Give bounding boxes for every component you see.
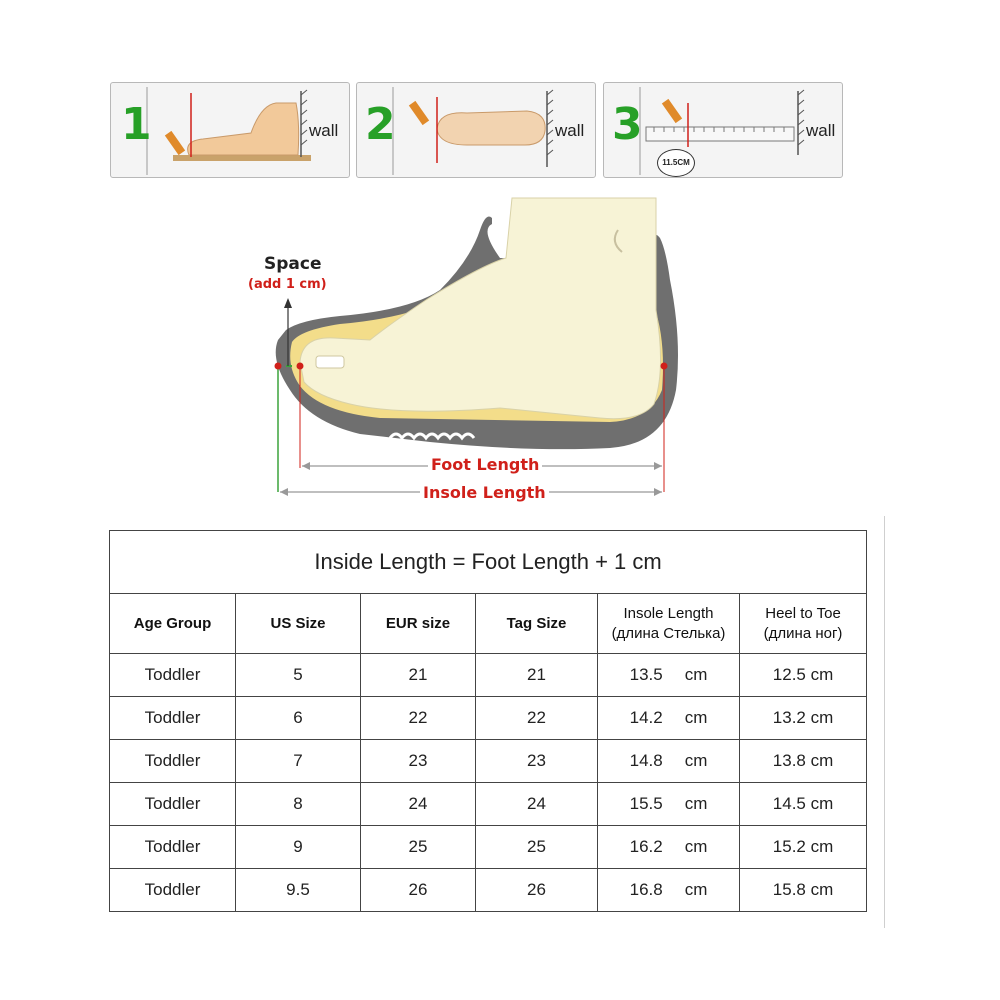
header-tag-size: Tag Size [476, 594, 598, 654]
cell-age: Toddler [110, 654, 236, 697]
insole-unit: cm [684, 837, 708, 856]
cell-eur-size: 23 [361, 740, 476, 783]
cell-us-size: 9 [236, 826, 361, 869]
table-row [110, 740, 867, 783]
cell-age: Toddler [110, 697, 236, 740]
cell-us-size: 6 [236, 697, 361, 740]
cell-insole-length [598, 826, 740, 869]
cell-heel-to-toe: 15.2 cm [740, 826, 867, 869]
step-card-1 [110, 82, 350, 178]
cell-us-size: 9.5 [236, 869, 361, 912]
table-row [110, 869, 867, 912]
insole-length-label: Insole Length [420, 483, 549, 502]
cell-eur-size: 26 [361, 869, 476, 912]
cell-eur-size: 22 [361, 697, 476, 740]
cell-heel-to-toe: 14.5 cm [740, 783, 867, 826]
header-age-group: Age Group [110, 594, 236, 654]
step-number-1: 1 [121, 99, 152, 150]
cell-us-size: 8 [236, 783, 361, 826]
cell-insole-length [598, 783, 740, 826]
insole-value: 16.8 [629, 880, 663, 899]
header-insole-length [598, 594, 740, 654]
table-row [110, 697, 867, 740]
cell-age: Toddler [110, 826, 236, 869]
table-header-row [110, 594, 867, 654]
side-divider [884, 516, 885, 928]
insole-value: 14.8 [629, 751, 663, 770]
insole-value: 14.2 [629, 708, 663, 727]
cell-insole-length [598, 697, 740, 740]
cell-tag-size: 24 [476, 783, 598, 826]
wall-label-3: wall [806, 121, 836, 140]
insole-unit: cm [684, 708, 708, 727]
cell-heel-to-toe: 12.5 cm [740, 654, 867, 697]
cell-heel-to-toe: 13.2 cm [740, 697, 867, 740]
insole-unit: cm [684, 751, 708, 770]
cell-eur-size: 21 [361, 654, 476, 697]
cell-heel-to-toe: 15.8 cm [740, 869, 867, 912]
insole-unit: cm [684, 880, 708, 899]
cell-age: Toddler [110, 869, 236, 912]
table-row [110, 783, 867, 826]
insole-unit: cm [684, 665, 708, 684]
header-eur-size: EUR size [361, 594, 476, 654]
header-heel-to-toe [740, 594, 867, 654]
cell-insole-length [598, 740, 740, 783]
foot-length-label: Foot Length [428, 455, 542, 474]
step-number-3: 3 [612, 99, 643, 150]
cell-tag-size: 22 [476, 697, 598, 740]
header-insole-line2: (длина Стелька) [611, 624, 726, 642]
cell-eur-size: 25 [361, 826, 476, 869]
cell-tag-size: 21 [476, 654, 598, 697]
wall-label-1: wall [309, 121, 339, 140]
step-card-2 [356, 82, 596, 178]
header-heel-line2: (длина ног) [763, 624, 843, 642]
table-row [110, 654, 867, 697]
cell-tag-size: 26 [476, 869, 598, 912]
ruler-reading-badge: 11.5CM [657, 149, 695, 177]
size-chart-table [109, 530, 867, 912]
header-insole-line1: Insole Length [623, 604, 714, 622]
insole-unit: cm [684, 794, 708, 813]
table-title-row [110, 531, 867, 594]
space-sublabel: (add 1 cm) [248, 277, 327, 292]
table-row [110, 826, 867, 869]
insole-value: 13.5 [629, 665, 663, 684]
cell-eur-size: 24 [361, 783, 476, 826]
step-card-3 [603, 82, 843, 178]
header-us-size: US Size [236, 594, 361, 654]
cell-us-size: 7 [236, 740, 361, 783]
cell-us-size: 5 [236, 654, 361, 697]
insole-value: 16.2 [629, 837, 663, 856]
cell-age: Toddler [110, 740, 236, 783]
insole-value: 15.5 [629, 794, 663, 813]
step-number-2: 2 [365, 99, 396, 150]
space-label: Space [264, 254, 322, 274]
cell-tag-size: 23 [476, 740, 598, 783]
cell-age: Toddler [110, 783, 236, 826]
cell-tag-size: 25 [476, 826, 598, 869]
wall-label-2: wall [555, 121, 585, 140]
table-title: Inside Length = Foot Length + 1 cm [110, 531, 867, 594]
cell-insole-length [598, 654, 740, 697]
header-heel-line1: Heel to Toe [765, 604, 841, 622]
cell-insole-length [598, 869, 740, 912]
cell-heel-to-toe: 13.8 cm [740, 740, 867, 783]
